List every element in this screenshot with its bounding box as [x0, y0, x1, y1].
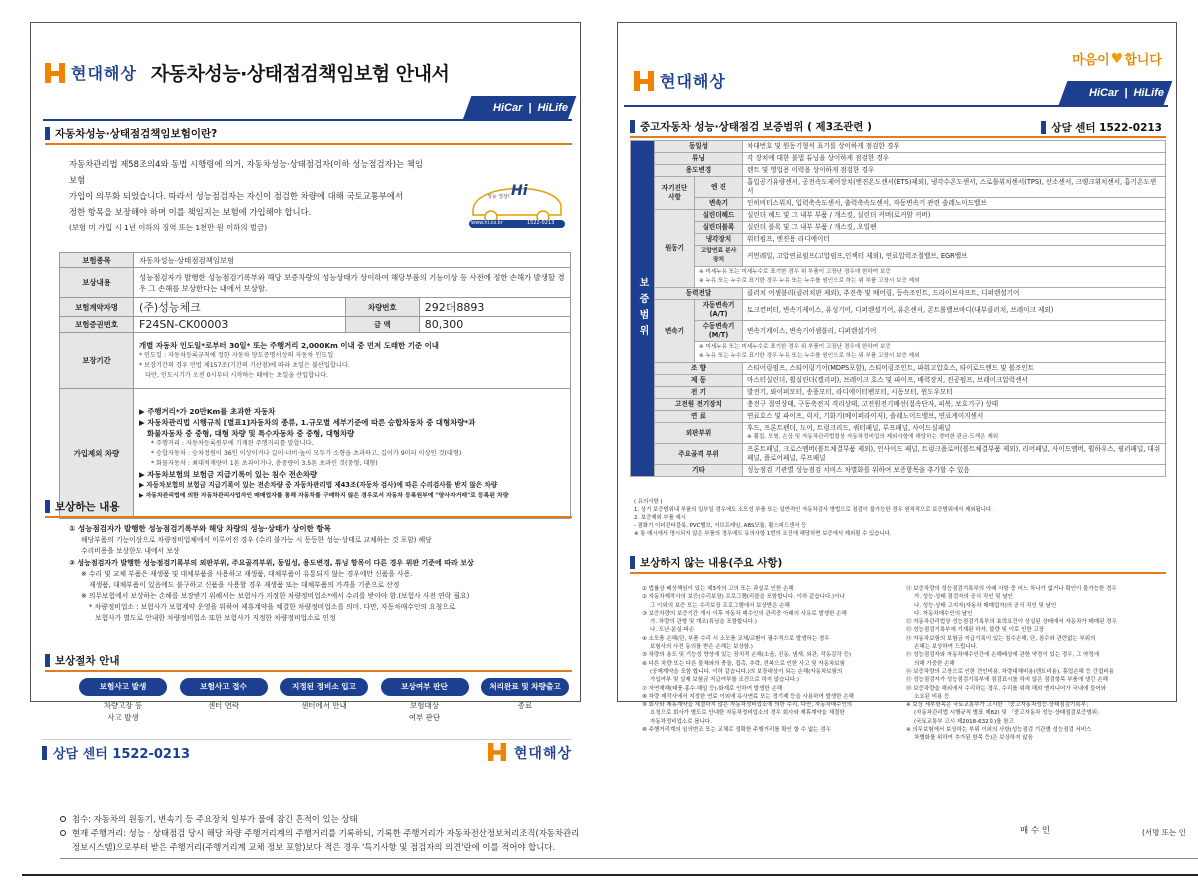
scope-value: 실린더 블록 및 그 내부 부품 / 개스킷, 오일팬: [743, 222, 1166, 234]
exclusion-line: ⑦ 자연재해(태풍·홍수·해일 등)·화재로 인하여 발생한 손해: [642, 685, 783, 692]
exclusion-line: 소요된 비용 등: [914, 693, 950, 700]
step-title: 보상여부 판단: [381, 678, 469, 696]
consult-center: [1041, 120, 1162, 135]
exclusion-line: ⑨ 회사와 제휴계약을 체결하지 않은 자동차정비업소에 의한 수리, 다만, 자동차매수인의: [642, 702, 853, 709]
scope-key: 용도변경: [655, 165, 743, 177]
hicar-hilife-logo: HiCar | HiLife: [489, 96, 572, 120]
note-line: ※ 미세누유 또는 미세누수로 표기한 경우 위 부품이 고장난 경우에 한하여 보증: [699, 344, 891, 350]
exclusion-line: 다. 자동차매수인의 날인: [914, 610, 973, 617]
scope-key: 동력전달: [655, 288, 743, 300]
step-desc: 센터 연락: [207, 701, 240, 710]
step-title: 보험사고 발생: [79, 678, 167, 696]
intro-line: (보험 미 가입 시 1년 이하의 징역 또는 1천만 원 이하의 벌금): [69, 223, 268, 232]
scope-key: 고전원 전기장치: [655, 399, 743, 411]
scope-value: 실린더 헤드 및 그 내부 부품 / 개스킷, 실린더 커버(로커암 커버): [743, 210, 1166, 222]
scope-subkey: 실린더블록: [695, 222, 743, 234]
label-cell: 보험계약자명: [60, 298, 134, 317]
exclusion-line: ⑱ 보증차량을 해외에서 수리하는 경우, 수리를 위해 해외 엔지니어가 국내에 들어와: [906, 685, 1107, 692]
scope-subkey: 실린더헤드: [695, 210, 743, 222]
exclusion-line: 나. 도난·분실·파손: [650, 627, 695, 634]
note-line: ※ 미세누유 또는 미세누수로 표기한 경우 위 부품이 고장난 경우에 한하여 보증: [699, 269, 891, 275]
exclusion-item: ▶ 주행거리*가 20만Km를 초과한 자동차: [139, 406, 276, 416]
coverage-detail: 보험사가 별도로 안내한 차량정비업소 또한 보험사가 지정한 차량정비업소로 인정: [95, 614, 336, 622]
section-heading-coverage: [45, 499, 120, 514]
coverage-item: ① 성능점검자가 발행한 성능점검기록부와 해당 차량의 성능·상태가 상이한 항목: [69, 524, 331, 533]
exclusion-line: ④ 소모품 손해(단, 부품 수리 시 소모품 교체/교환이 필수적으로 발생하는 경우: [642, 635, 830, 642]
exclusion-line: 가입여부 및 실제 보험금 지급여부를 조건으로 하지 않습니다.): [650, 677, 799, 684]
scope-value: 워터펌프, 엔진용 라디에이터: [743, 234, 1166, 246]
procedure-step: [180, 678, 268, 724]
claim-procedure-steps: [79, 678, 569, 724]
exclusion-line: ※ 의무보험에서 보상하는 부위 이외의 사항(성능점검 기관별 성능점검 서비스: [906, 727, 1092, 734]
brand-name: 현대해상: [660, 72, 726, 91]
exclusion-item: ▶ 자동차관리법 시행규칙 [별표1]자동차의 종류, 1.규모별 세부기준에 따른 승합차동차 중 대형차량*과: [139, 417, 476, 427]
scope-key: 변속기: [655, 300, 695, 363]
hyundai-h-logo-icon: [45, 63, 65, 83]
step-desc: 종료: [517, 701, 533, 710]
scope-value: 프론트패널, 크로스멤버(볼트체결부품 제외), 인사이드 패널, 트렁크플로어(볼트체결부품 제외), 리어패널, 사이드멤버, 휠하우스, 필러패널, 대쉬패널, 플로어패널, 루프패널: [743, 444, 1166, 465]
exclusion-item: ▶ 자동차보험의 보험금 지급기록이 있는 침수 전손차량: [139, 469, 318, 479]
intro-text: [69, 156, 429, 236]
section-underline: [45, 516, 572, 518]
hicar-label: HiCar: [493, 102, 523, 114]
coverage-detail: * 차량정비업소 : 보험사가 보험계약 운영을 위하여 제휴계약을 체결한 차량정비업소를 의미. 다만, 자동차매수인의 요청으로: [89, 603, 456, 611]
exclusion-line: (공제계약을 포함 합니다. 이하 같습니다.)의 보장대상이 되는 손해(자동차보험의: [650, 668, 843, 675]
scope-vertical-label: [631, 141, 655, 477]
exclusion-note: * 승합자동차 : 승차정원이 36인 이상이거나 길이·너비·높이 모두가 소형을 초과하고, 길이가 9미터 이상인 것(대형): [151, 449, 462, 457]
scope-key: 제 동: [655, 375, 743, 387]
exclusion-line: ⑧ 차량 제작사에서 지정한 연료 이외에 유사연료 또는 정기제 등을 사용하여 발생한 손해: [642, 693, 854, 700]
scope-value: 발전기, 와이퍼모터, 송풍모터, 라디에이터팬모터, 시동모터, 윈도우모터: [743, 387, 1166, 399]
step-title: 보험사고 접수: [180, 678, 268, 696]
scope-value: 충전구 절연상태, 구동축전지 격리상태, 고전원전기배선(접속단자, 피복, 보호기구) 상태: [743, 399, 1166, 411]
hyundai-h-logo-icon: [488, 743, 508, 763]
scope-key: 전 기: [655, 387, 743, 399]
consult-number: 상담 센터 1522-0213: [53, 747, 191, 762]
scope-value: 인히비터스위치, 입력축속도센서, 출력축속도센서, 자동변속기 관련 솔레노이드밸브: [743, 198, 1166, 210]
brand-name: 현대해상: [513, 745, 572, 762]
exclusion-line: 차별화를 위하여 추가된 항목 등)은 보상하지 않음: [914, 735, 1033, 742]
slip-text: 정보시스템)으로부터 받은 주행거리(주행거리계 교체 정보 포함)보다 적은 경우 '특기사항 및 점검자의 의견'란에 이를 적어야 합니다.: [72, 842, 556, 852]
scope-key: 외판부위: [655, 423, 743, 444]
scope-key: 연 료: [655, 411, 743, 423]
right-header: [634, 69, 726, 92]
scope-value: 차대번호 및 원동기형식 표기를 상이하게 점검한 경우: [743, 141, 1166, 153]
scope-note: [695, 267, 1166, 288]
scope-value: [743, 423, 1166, 444]
scope-value: 렌트 및 영업용 이력을 상이하게 점검한 경우: [743, 165, 1166, 177]
scope-value: 연료호스 및 파이프, 릭서, 기화기(베이퍼라이저), 솔레노이드밸브, 연료게이지센서: [743, 411, 1166, 423]
policy-number: F24SN-CK00003: [134, 317, 346, 333]
value-line: ※ 휠집, 모형, 손상 및 자동차관리법령상 자동차정비업의 제외사항에 해당하는 경미한 판금·도색은 제외: [747, 434, 999, 440]
section-title: 보상하는 내용: [55, 501, 120, 513]
step-desc: 사고 발생: [107, 713, 139, 722]
heart-icon: ♥: [1110, 50, 1124, 67]
label-cell: 가입제외 차량: [60, 389, 134, 519]
exclusion-line: ⑭ 자동차보험의 보험금 지급기록이 있는 침수손해, 단, 침수와 관련없는 부위의: [906, 635, 1096, 642]
vehicle-number: 292더8893: [419, 298, 570, 317]
exclusion-line: ① 법률상 배상책임이 있는 제3자의 고의 또는 과실로 인한 손해: [642, 586, 794, 592]
exclusion-line: ⑫ 자동차관리법상 성능점검기록부의 효력요건이 상실된 상태에서 자동차가 매매된 경우: [906, 619, 1117, 626]
excluded-vehicles-cell: [134, 389, 571, 519]
exclusions-left-column: [642, 585, 898, 734]
scope-key: 주요골격 부위: [655, 444, 743, 465]
scope-key: 조 향: [655, 363, 743, 375]
policyholder-name: (주)성능체크: [134, 298, 346, 317]
section-heading-exclusions: [630, 555, 782, 570]
label-cell: 보장기간: [60, 333, 134, 389]
period-main: 개별 자동차 인도일*로부터 30일* 또는 주행거리 2,000Km 이내 중 먼저 도래한 기준 이내: [139, 341, 439, 350]
scope-subkey: 고압연료 분사장치: [695, 246, 743, 267]
exclusion-note: * 주행거리 : 자동차등록원부에 기재된 주행거리를 말합니다.: [151, 439, 314, 447]
exclusion-line: ⑰ 성능점검자가 성능점검기록부에 점검표시를 하지 않은 점검항목 부품에 생긴 손해: [906, 677, 1108, 684]
coverage-item: ② 성능점검자가 발행한 성능점검기록부의 외판부위, 주요골격부위, 동일성, 용도변경, 튜닝 항목이 다른 경우 위판 기준에 따라 보상: [69, 559, 474, 567]
intro-line: 정한 항목을 보장해야 하며 이를 책임지는 보험에 가입해야 합니다.: [69, 207, 312, 217]
label-cell: 보험종목: [60, 253, 134, 268]
hi-car-badge: [463, 171, 569, 229]
exclusion-line: ② 자동차제작사의 보증(수리보장) 프로그램(리콜을 포함합니다. 이하 같습니다.)이나: [642, 594, 845, 601]
slogan: [1072, 49, 1162, 68]
scope-value: 성능점검 기관별 성능점검 서비스 차별화를 위하여 보증항목을 추가할 수 있음: [743, 465, 1166, 477]
scope-subkey: 엔 진: [695, 177, 743, 198]
exclusion-line: (자동차관리법 시행규칙 별표 제82) 및 「중고자동차 성능·상태점검보증범위」: [914, 710, 1103, 717]
note-line: ※ 누유 또는 누수로 표기한 경우 누유 또는 누수를 원인으로 하는 위 부품 고장시 보증 제외: [699, 278, 920, 284]
header-divider: [43, 119, 572, 121]
section-heading-procedure: [45, 653, 120, 668]
coverage-detail: 수리비용을 보상한도 내에서 보상: [81, 547, 180, 555]
scope-subkey: 변속기: [695, 198, 743, 210]
left-footer: [42, 739, 572, 765]
label-cell: 차량번호: [345, 298, 419, 317]
slogan-text: 마음이: [1072, 53, 1110, 68]
exclusion-note: * 화물자동차 : 최대적재량이 1톤 초과이거나, 총중량이 3.5톤 초과인 것(중형, 대형): [151, 459, 378, 467]
exclusion-line: 그 이외의 보증 또는 수리보장 프로그램에서 보상받은 손해: [650, 602, 790, 609]
section-title: 보상절차 안내: [55, 655, 120, 667]
scope-subkey: 수동변속기(M/T): [695, 321, 743, 342]
circle-bullet-icon: [60, 816, 66, 822]
hyundai-h-logo-icon: [634, 71, 654, 91]
scope-key: 기타: [655, 465, 743, 477]
period-note: 다만, 인도시기가 오전 0시부터 시작하는 때에는 초일을 산입합니다.: [145, 372, 329, 379]
hi-badge-text: Hi: [511, 183, 528, 199]
coverage-list: [69, 523, 579, 624]
badge-small-text: 성능 정상!: [487, 194, 510, 200]
scope-label: 보증범위: [637, 276, 648, 341]
step-desc: 여부 판단: [408, 713, 441, 722]
scope-key: 튜닝: [655, 153, 743, 165]
exclusion-line: ⑥ 다른 차량 또는 다른 물체와의 충돌, 접촉, 추락, 전복으로 인한 사고 및 자동차보험: [642, 660, 845, 667]
section-underline: [630, 572, 1166, 574]
brand-name: 현대해상: [71, 64, 137, 83]
note-line: 2. 보증제외 부품 예시: [634, 515, 686, 521]
exclusion-line: ③ 보증차량의 보증기간 개시 이후 자동차 매수인의 관리중 아래의 사유로 발생한 손해: [642, 610, 847, 617]
left-page: [30, 22, 581, 722]
warranty-scope-table: [630, 140, 1166, 477]
value-cell: 성능점검자가 발행한 성능점검기록부와 해당 보증차량의 성능상태가 상이하여 해당부품의 기능이상 등 사전에 정한 손해가 발생할 경우 그 손해를 보상한다는 내에서 보상함.: [134, 268, 571, 298]
slip-bottom-line: [22, 874, 1198, 876]
scope-value: 마스터실린더, 휠실린더(캘리퍼), 브레이크 호스 및 파이프, 배력장치, 진공펌프, 브레이크압력센서: [743, 375, 1166, 387]
background-form-strip: [60, 812, 1198, 872]
period-note: * 보장기간의 경우 민법 제157조(기간의 기산점)에 따라 초일은 불산입합니다.: [139, 362, 350, 369]
scope-subkey: 자동변속기(A/T): [695, 300, 743, 321]
exclusion-line: ⑤ 차량의 용도 및 기능성 향상에 있는 장치적 손해(소음, 진동, 냄새, 외관, 작동감각 등): [642, 652, 851, 659]
exclusion-item: ▶ 자동차관리법에 의한 자동차관리사업자인 매매업자를 통해 자동차를 구매하지 않은 경우로서 자동차 등록원부에 "양사자거래"로 등록된 차량: [139, 492, 509, 499]
signature-label: (서명 또는 인: [1142, 828, 1186, 837]
procedure-step: [381, 678, 469, 724]
exclusion-line: ⑯ 보증차량의 고장으로 인한 견인비용, 차량대체비용(렌트비용), 휴업손해 등 간접비용: [906, 668, 1114, 675]
note-line: ( 유의사항 ): [634, 499, 663, 505]
note-line: ※ 누유 또는 누수로 표기한 경우 누유 또는 누수를 원인으로 하는 위 부품 고장시 보증 제외: [699, 353, 920, 359]
premium-amount: 80,300: [419, 317, 570, 333]
value-cell: 자동차성능·상태점검책임보험: [134, 253, 571, 268]
slip-divider: [60, 858, 1198, 859]
label-cell: 보상내용: [60, 268, 134, 298]
exclusion-line: 보험사의 사전 동의를 받은 손해는 보상함.): [650, 644, 753, 651]
section-underline: [45, 143, 572, 145]
left-header: [45, 59, 449, 86]
document-title: 자동차성능·상태점검책임보험 안내서: [150, 63, 450, 85]
period-note: * 인도일 : 자동차등록규칙에 정한 자동차 양도증명서상의 자동차 인도일: [139, 352, 334, 359]
section-title: 중고자동차 성능·상태점검 보증범위 ( 제3조관련 ): [640, 121, 872, 133]
exclusion-line: 의해 가중한 손해: [914, 660, 955, 667]
intro-line: 가입이 의무화 되었습니다. 따라서 성능점검자는 자신이 점검한 차량에 대해 국토교통부에서: [69, 191, 404, 201]
step-desc: 센터에서 안내: [301, 701, 347, 710]
scope-value: 토크컨버터, 변속기케이스, 유성기어, 디퍼렌셜기어, 유온센서, 콘트롤밸브바디(내부클러치, 브레이크 제외): [743, 300, 1166, 321]
consult-number: 상담 센터 1522-0213: [1051, 122, 1162, 134]
procedure-step: [79, 678, 167, 724]
procedure-step: [481, 678, 569, 724]
buyer-label: 매 수 인: [1020, 826, 1051, 836]
exclusion-line: ※ 보상 세부항목은 국토교통부가 고시한 「중고자동차성능·상태점검기록부」: [906, 702, 1092, 709]
step-desc: 차량고장 등: [103, 701, 143, 710]
coverage-period-cell: [134, 333, 571, 389]
note-line: ※ 통 예시에서 명시되지 않은 부품의 경우에도 유의사항 1번의 조건에 해당하면 보증에서 제외될 수 있습니다.: [634, 531, 892, 537]
exclusion-line: 가. 성능·상태 점검자의 공식 직인 및 날인: [914, 594, 1013, 601]
label-cell: 금 액: [345, 317, 419, 333]
section-heading-about: [45, 126, 217, 141]
note-line: - 점화기 이녀진타블록, PVC밸브, 서브프레임, ABS모듈, 휠스피드센서 등: [634, 523, 807, 529]
scope-value: 각 장치에 대한 불법 튜닝을 상이하게 점검한 경우: [743, 153, 1166, 165]
hilife-label: HiLife: [537, 102, 568, 114]
section-title: 자동차성능·상태점검책임보험이란?: [55, 128, 218, 140]
exclusion-line: ⑪ 보증차량의 성능점검기록부의 아래 사항 중 어느 하나가 없거나 확인이 불가능한 경우: [906, 586, 1117, 592]
section-underline: [45, 670, 572, 672]
insurance-info-table: [59, 252, 571, 519]
scope-key: 원동기: [655, 210, 695, 288]
intro-line: 자동차관리법 제58조의4와 동법 시행령에 의거, 자동차성능·상태점검자(이하 성능점검자)는 책임보험: [69, 159, 423, 185]
coverage-detail: ※ 의무보험에서 보상하는 손해를 보장받기 위해서는 보험사가 지정한 차량정비업소*에서 수리를 받아야 함.(보험사 사전 연락 필요): [81, 592, 470, 600]
coverage-detail: ※ 수리 및 교체 부품은 재생품 및 대체부품을 사용하고 재생품, 대체부품이 유통되지 않는 경우에만 신품을 사용.: [81, 570, 413, 578]
exclusion-line: 요청으로 회사가 별도로 안내한 자동차정비업소의 경우 회사와 제휴계약을 체결한: [650, 710, 845, 717]
scope-value: 클러치 어셈블리(클러치판 제외), 추진축 및 베어링, 등속조인트, 드라이브샤프트, 디퍼렌셜기어: [743, 288, 1166, 300]
scope-subkey: 냉각장치: [695, 234, 743, 246]
step-desc: 보험대상: [410, 701, 439, 710]
scope-note: [695, 342, 1166, 363]
section-underline: [630, 136, 1166, 138]
circle-bullet-icon: [60, 830, 66, 836]
exclusion-line: 자동차정비업소로 봅니다.: [650, 718, 712, 725]
consult-center: [42, 743, 190, 762]
exclusion-line: 가. 차량의 관형 및 개조(튜닝을 포함합니다.): [650, 619, 757, 626]
slip-text: 현재 주행거리: 성능 · 상태점검 당시 해당 차량 주행거리계의 주행거리를 기록하되, 기록한 주행거리가 자동차전산정보처리조직(자동차관리: [72, 828, 580, 838]
slogan-text: 합니다: [1124, 53, 1162, 68]
slip-text: 침수: 자동차의 원동기, 변속기 등 주요장치 일부가 물에 잠긴 흔적이 있는 상태: [72, 814, 358, 824]
exclusion-line: ⑬ 성능점검기록부에 기재된 하자, 불량 및 이로 인한 고장: [906, 627, 1045, 634]
exclusion-line: 나. 성능·상태 고지자(자동차 매매업자)의 공식 직인 및 날인: [914, 602, 1057, 609]
exclusions-right-column: [906, 585, 1168, 743]
coverage-detail: 재생품, 대체부품이 있음에도 불구하고 신품을 사용할 경우 재생품 또는 대체부품의 가격을 기준으로 산정: [89, 581, 400, 589]
exclusion-item: 화물자동차 중 중형, 대형 차량 및 특수자동차 중 중형, 대형차량: [147, 428, 355, 438]
scope-value: 흡입공기유량센서, 공전속도제어장치(엔진온도센서(ETS)제외), 냉각수온도센서, 스로틀위치센서(TPS), 산소센서, 크랭크위치센서, 흡기온도센서: [743, 177, 1166, 198]
exclusion-item: ▶ 자동차보험의 보험금 지급기록이 있는 전손차량 중 자동차관리법 제43조(자동차 검사)에 따른 수리검사를 받지 않은 차량: [139, 480, 498, 489]
step-title: 처리완료 및 차량출고: [481, 678, 569, 696]
right-page: [617, 22, 1177, 742]
section-heading-warranty: [630, 119, 872, 134]
value-line: 후드, 프론트펜더, 도어, 트렁크리드, 쿼터패널, 루프패널, 사이드실패널: [747, 424, 951, 432]
badge-url: www.hi.co.kr: [471, 220, 503, 226]
exclusion-line: ⑩ 주행거리계의 임의변조 또는 교체로 정확한 주행거리를 확인 할 수 없는 경우: [642, 727, 831, 734]
scope-value: 커먼레일, 고압연료펌프(고압펌프,인젝터 제외), 연료압력조절밸브, EGR밸브: [743, 246, 1166, 267]
scope-key: 동일성: [655, 141, 743, 153]
exclusion-line: (국토교통부 고시 제2018-632호)를 참고: [914, 718, 1014, 725]
note-line: 1. 상기 보증범위내 부품의 일부일 경우에도 소모성 부품 또는 일반적인 자동차검사 방법으로 점검이 불가능한 경우 원칙적으로 보증범위에서 제외됩니다.: [634, 507, 993, 513]
scope-value: 변속기케이스, 변속기어셈블리, 디퍼렌셜기어: [743, 321, 1166, 342]
scope-value: 스티어링펌프, 스티어링기어(MDPS포함), 스티어링조인트, 파워고압호스, 타이로드엔드 및 볼조인트: [743, 363, 1166, 375]
exclusion-line: ⑮ 성능점검자와 자동차매수인간에 손해배상에 관한 약정이 있는 경우, 그 약정에: [906, 652, 1100, 659]
procedure-step: [280, 678, 368, 724]
label-cell: 보험증권번호: [60, 317, 134, 333]
hicar-label: HiCar: [1089, 87, 1119, 99]
exclusion-line: 손해는 보상하여 드립니다.: [914, 644, 978, 651]
caution-notes: [634, 498, 1164, 538]
hilife-label: HiLife: [1133, 87, 1164, 99]
scope-key: 자기진단 사항: [655, 177, 695, 210]
step-title: 지정된 정비소 입고: [280, 678, 368, 696]
section-title: 보상하지 않는 내용(주요 사항): [640, 557, 783, 569]
hicar-hilife-logo: HiCar | HiLife: [1085, 81, 1168, 105]
coverage-detail: 해당부품의 기능이상으로 차량정비업체에서 이루어진 경우 (수리 불가능 시 동등한 성능·상태로 교체하는 것 포함) 해당: [81, 536, 432, 544]
footer-brand: [488, 743, 572, 763]
header-divider: [624, 105, 1168, 107]
badge-phone: 1522-0213: [527, 220, 555, 226]
